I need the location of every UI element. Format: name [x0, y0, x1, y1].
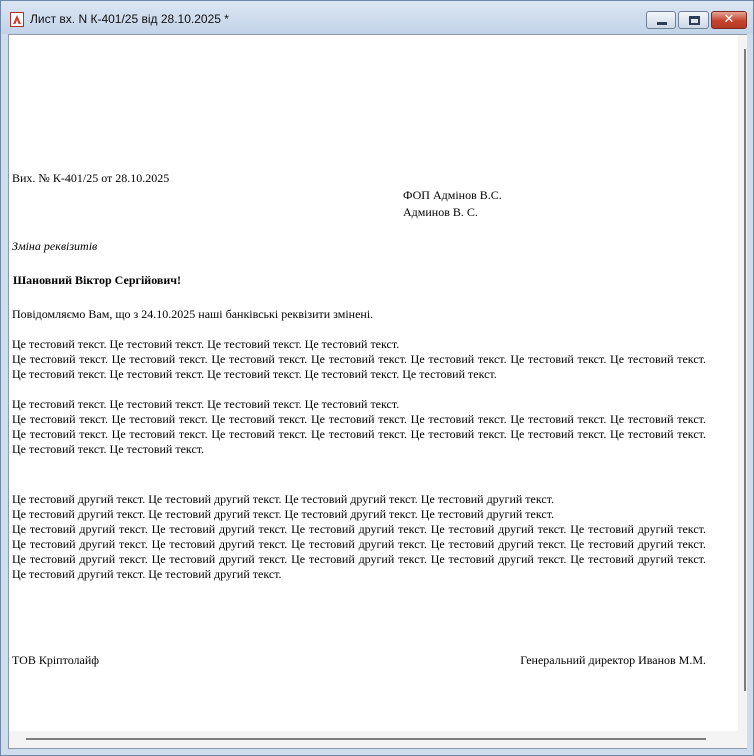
letter-intro: Повідомляємо Вам, що з 24.10.2025 наші банківські реквізити змінені.: [12, 307, 374, 321]
horizontal-scroll-thumb[interactable]: [26, 738, 706, 740]
block2-paragraph: Це тестовий текст. Це тестовий текст. Це тестовий текст. Це тестовий текст. Це тестовий текст. Це тестовий текст. Це тестовий текст. Це тестовий текст. Це тестовий текст. Це тестовий текст. Це тестовий текст. Це тестовий текст. Це тестовий текст. Це тестовий текст. Це тестовий текст. Це тестовий текст.: [12, 412, 706, 456]
minimize-icon: [657, 22, 667, 25]
block3-paragraph: Це тестовий другий текст. Це тестовий другий текст. Це тестовий другий текст. Це тестовий другий текст. Це тестовий другий текст. Це тестовий другий текст. Це тестовий другий текст. Це тестовий другий текст. Це тестовий другий текст. Це тестовий другий текст. Це тестовий другий текст. Це тестовий другий текст. Це тестовий другий текст. Це тестовий другий текст. Це тестовий другий текст. Це тестовий другий текст. Це тестовий другий текст.: [12, 522, 706, 581]
vertical-scroll-thumb[interactable]: [744, 49, 746, 691]
block2-line: Це тестовий текст. Це тестовий текст. Це тестовий текст. Це тестовий текст.: [12, 397, 400, 411]
signature-company: ТОВ Кріптолайф: [12, 653, 100, 667]
block1-line: Це тестовий текст. Це тестовий текст. Це тестовий текст. Це тестовий текст.: [12, 337, 400, 351]
close-button[interactable]: [711, 11, 747, 29]
close-icon: ✕: [723, 12, 735, 27]
block1-paragraph: Це тестовий текст. Це тестовий текст. Це тестовий текст. Це тестовий текст. Це тестовий текст. Це тестовий текст. Це тестовий текст. Це тестовий текст. Це тестовий текст. Це тестовий текст. Це тестовий текст. Це тестовий текст.: [12, 352, 706, 381]
outgoing-reference: Вих. № К-401/25 от 28.10.2025: [12, 171, 170, 185]
title-bar[interactable]: [1, 1, 753, 34]
minimize-button[interactable]: [646, 11, 676, 29]
vertical-scrollbar[interactable]: [738, 35, 747, 748]
maximize-icon: [689, 16, 700, 25]
app-icon[interactable]: [10, 12, 24, 27]
signature-person: Генеральний директор Иванов М.М.: [520, 653, 706, 667]
block3-line-2: Це тестовий другий текст. Це тестовий другий текст. Це тестовий другий текст. Це тестовий другий текст.: [12, 507, 555, 521]
recipient-line-1: ФОП Адмінов В.С.: [403, 188, 502, 202]
recipient-line-2: Админов В. С.: [403, 205, 478, 219]
maximize-button[interactable]: [678, 11, 709, 29]
block3-line-1: Це тестовий другий текст. Це тестовий другий текст. Це тестовий другий текст. Це тестовий другий текст.: [12, 492, 555, 506]
window-title: Лист вх. N К-401/25 від 28.10.2025 *: [30, 12, 229, 26]
letter-greeting: Шановний Віктор Сергійович!: [13, 273, 182, 287]
horizontal-scrollbar[interactable]: [9, 731, 738, 748]
letter-subject: Зміна реквізитів: [12, 239, 98, 253]
document-area[interactable]: [8, 34, 747, 749]
